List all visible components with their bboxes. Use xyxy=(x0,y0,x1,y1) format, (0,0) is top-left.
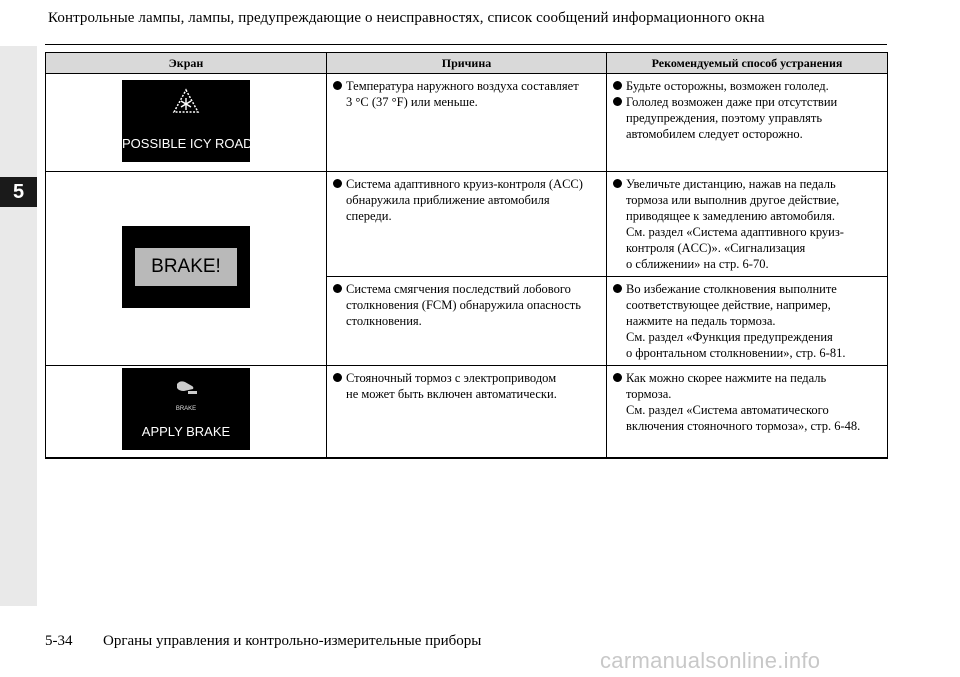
display-apply-brake xyxy=(122,368,250,450)
page-number: 5-34 xyxy=(45,633,73,649)
remedy-text: Будьте осторожны, возможен гололед. xyxy=(626,79,829,93)
table-header-row xyxy=(46,53,888,74)
cause-cell xyxy=(327,74,607,172)
bullet-icon xyxy=(613,179,622,188)
display-text: BRAKE! xyxy=(135,248,237,286)
bullet-icon xyxy=(333,373,342,382)
bullet-icon xyxy=(613,373,622,382)
snowflake-warning-triangle-icon xyxy=(172,88,200,114)
remedy-text: Гололед возможен даже при отсутствии предупреждения, поэтому управлять автомобилем следует осторожно. xyxy=(626,95,838,141)
remedy-cell xyxy=(607,366,888,458)
screen-cell xyxy=(46,366,327,458)
screen-cell xyxy=(46,74,327,172)
column-header-remedy: Рекомендуемый способ устранения xyxy=(607,53,888,74)
column-header-screen: Экран xyxy=(46,53,327,74)
cause-cell xyxy=(327,277,607,366)
table-row xyxy=(46,74,888,172)
remedy-text-continued: приводящее к замедлению автомобиля. См. раздел «Система адаптивного круиз- контроля (ACC)». «Сигнализация о сближении» на стр. 6-70. xyxy=(626,209,844,271)
cause-cell xyxy=(327,172,607,277)
remedy-cell xyxy=(607,277,888,366)
chapter-tab: 5 xyxy=(0,177,37,207)
cause-text: Стояночный тормоз с электроприводом не может быть включен автоматически. xyxy=(346,371,557,401)
remedy-cell xyxy=(607,172,888,277)
remedy-text-continued: нажмите на педаль тормоза. См. раздел «Функция предупреждения о фронтальном столкновении», стр. 6-81. xyxy=(626,314,846,360)
bullet-icon xyxy=(613,97,622,106)
remedy-text: Как можно скорее нажмите на педаль тормоза. xyxy=(626,371,827,401)
display-text: POSSIBLE ICY ROADS xyxy=(122,135,262,151)
table-row xyxy=(46,172,888,277)
bullet-icon xyxy=(613,81,622,90)
cause-text: Температура наружного воздуха составляет 3 °C (37 °F) или меньше. xyxy=(346,79,579,109)
footer-section-title: Органы управления и контрольно-измерительные приборы xyxy=(103,633,482,649)
page-header-title: Контрольные лампы, лампы, предупреждающие о неисправностях, список сообщений информационного окна xyxy=(48,10,765,26)
bullet-icon xyxy=(333,179,342,188)
bullet-icon xyxy=(333,284,342,293)
cause-text: Система смягчения последствий лобового столкновения (FCM) обнаружила опасность столкновения. xyxy=(346,282,581,328)
display-text: APPLY BRAKE xyxy=(141,424,231,440)
bullet-icon xyxy=(613,284,622,293)
bullet-icon xyxy=(333,81,342,90)
cause-text: Система адаптивного круиз-контроля (ACC) обнаружила приближение автомобиля спереди. xyxy=(346,177,583,223)
foot-on-brake-pedal-icon xyxy=(174,378,198,398)
table-row xyxy=(46,366,888,458)
messages-table xyxy=(45,52,888,459)
cause-cell xyxy=(327,366,607,458)
watermark: carmanualsonline.info xyxy=(600,648,821,673)
display-icy-roads xyxy=(122,80,262,162)
display-brake xyxy=(122,226,250,308)
header-divider xyxy=(45,44,887,45)
chapter-side-strip xyxy=(0,46,37,606)
column-header-cause: Причина xyxy=(327,53,607,74)
remedy-text: Увеличьте дистанцию, нажав на педаль тормоза или выполнив другое действие, xyxy=(626,177,840,207)
remedy-cell xyxy=(607,74,888,172)
icon-label: BRAKE xyxy=(175,406,197,413)
remedy-text: Во избежание столкновения выполните соответствующее действие, например, xyxy=(626,282,837,312)
remedy-text-continued: См. раздел «Система автоматического включения стояночного тормоза», стр. 6-48. xyxy=(626,403,861,433)
screen-cell xyxy=(46,172,327,366)
